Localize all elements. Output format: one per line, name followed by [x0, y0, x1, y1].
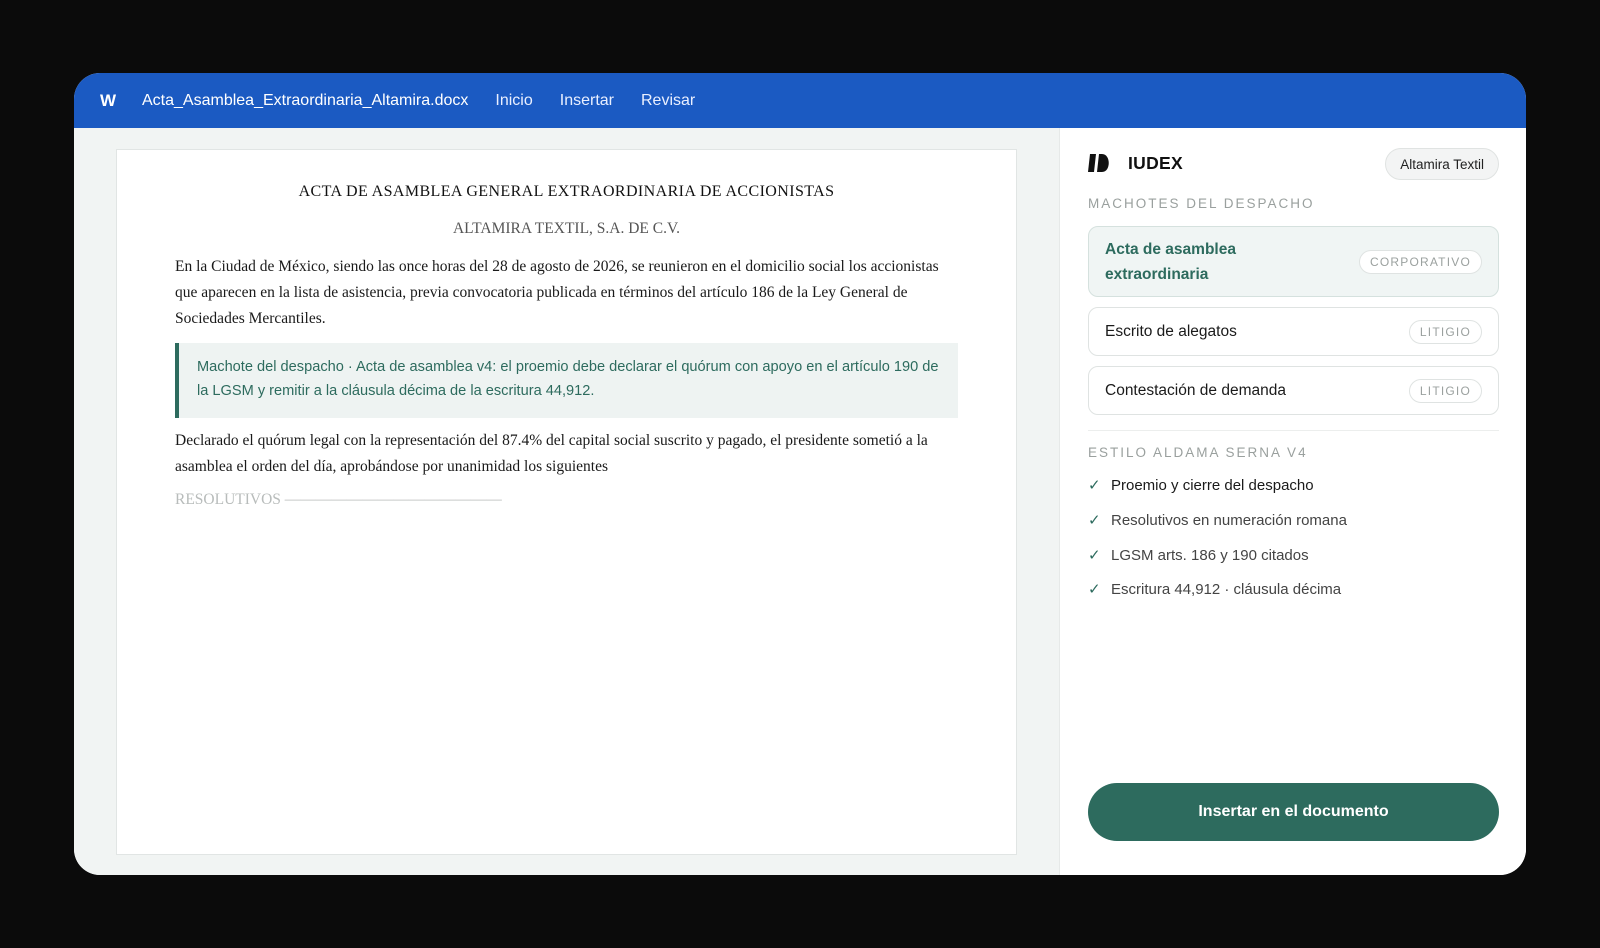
word-app-icon: W [100, 90, 117, 110]
title-bar [74, 73, 1526, 128]
document-title: ACTA DE ASAMBLEA GENERAL EXTRAORDINARIA DE ACCIONISTAS [298, 183, 835, 200]
template-callout: Machote del despacho · Acta de asamblea v4: el proemio debe declarar el quórum con apoyo en el artículo 190 de la LGSM y remitir a la cláusula décima de la escritura 44,912. [175, 343, 958, 418]
check-icon: ✓ [1088, 547, 1101, 564]
template-name: Acta de asamblea extraordinaria [1105, 240, 1236, 283]
document-page[interactable] [116, 149, 1017, 855]
checklist-label: Proemio y cierre del despacho [1111, 476, 1314, 494]
panel-divider [1088, 430, 1499, 431]
check-icon: ✓ [1088, 581, 1101, 598]
iudex-side-panel [1059, 128, 1526, 875]
template-tag: CORPORATIVO [1359, 250, 1482, 274]
client-chip[interactable]: Altamira Textil [1385, 148, 1499, 180]
template-name: Escrito de alegatos [1105, 323, 1237, 340]
document-paragraph-2: Declarado el quórum legal con la representación del 87.4% del capital social suscrito y pagado, el presidente sometió a la asamblea el orden del día, aprobándose por unanimidad los siguientes [175, 432, 928, 475]
template-tag: LITIGIO [1409, 320, 1482, 344]
app-window [74, 73, 1526, 875]
checklist-label: Resolutivos en numeración romana [1111, 511, 1347, 529]
resolutivos-placeholder: RESOLUTIVOS —————————————— [175, 491, 502, 508]
insert-into-document-button[interactable]: Insertar en el documento [1088, 783, 1499, 841]
checklist-item [1088, 476, 1314, 494]
brand-name: IUDEX [1128, 152, 1183, 173]
template-tag: LITIGIO [1409, 379, 1482, 403]
brand [1088, 151, 1183, 175]
checklist-item [1088, 580, 1341, 598]
menu-revisar[interactable]: Revisar [641, 91, 696, 109]
iudex-logo-icon [1088, 151, 1114, 175]
check-icon: ✓ [1088, 477, 1101, 494]
template-card-acta-asamblea[interactable] [1088, 226, 1499, 297]
checklist-item [1088, 546, 1309, 564]
templates-heading: MACHOTES DEL DESPACHO [1088, 196, 1315, 211]
checklist-label: Escritura 44,912 · cláusula décima [1111, 580, 1342, 598]
style-heading: ESTILO ALDAMA SERNA V4 [1088, 445, 1308, 460]
template-name: Contestación de demanda [1105, 382, 1286, 399]
checklist-label: LGSM arts. 186 y 190 citados [1111, 546, 1309, 564]
document-subtitle: ALTAMIRA TEXTIL, S.A. DE C.V. [452, 220, 681, 237]
check-icon: ✓ [1088, 512, 1101, 529]
template-card-contestacion-demanda[interactable] [1088, 366, 1499, 415]
menu-inicio[interactable]: Inicio [495, 91, 533, 109]
template-card-escrito-alegatos[interactable] [1088, 307, 1499, 356]
document-filename: Acta_Asamblea_Extraordinaria_Altamira.docx [142, 91, 469, 109]
document-area [74, 128, 1059, 875]
checklist-item [1088, 511, 1347, 529]
document-paragraph-1: En la Ciudad de México, siendo las once horas del 28 de agosto de 2026, se reunieron en el domicilio social los accionistas que aparecen en la lista de asistencia, previa convocatoria publicada en términos del artículo 186 de la Ley General de Sociedades Mercantiles. [175, 258, 939, 327]
menu-insertar[interactable]: Insertar [559, 91, 614, 109]
